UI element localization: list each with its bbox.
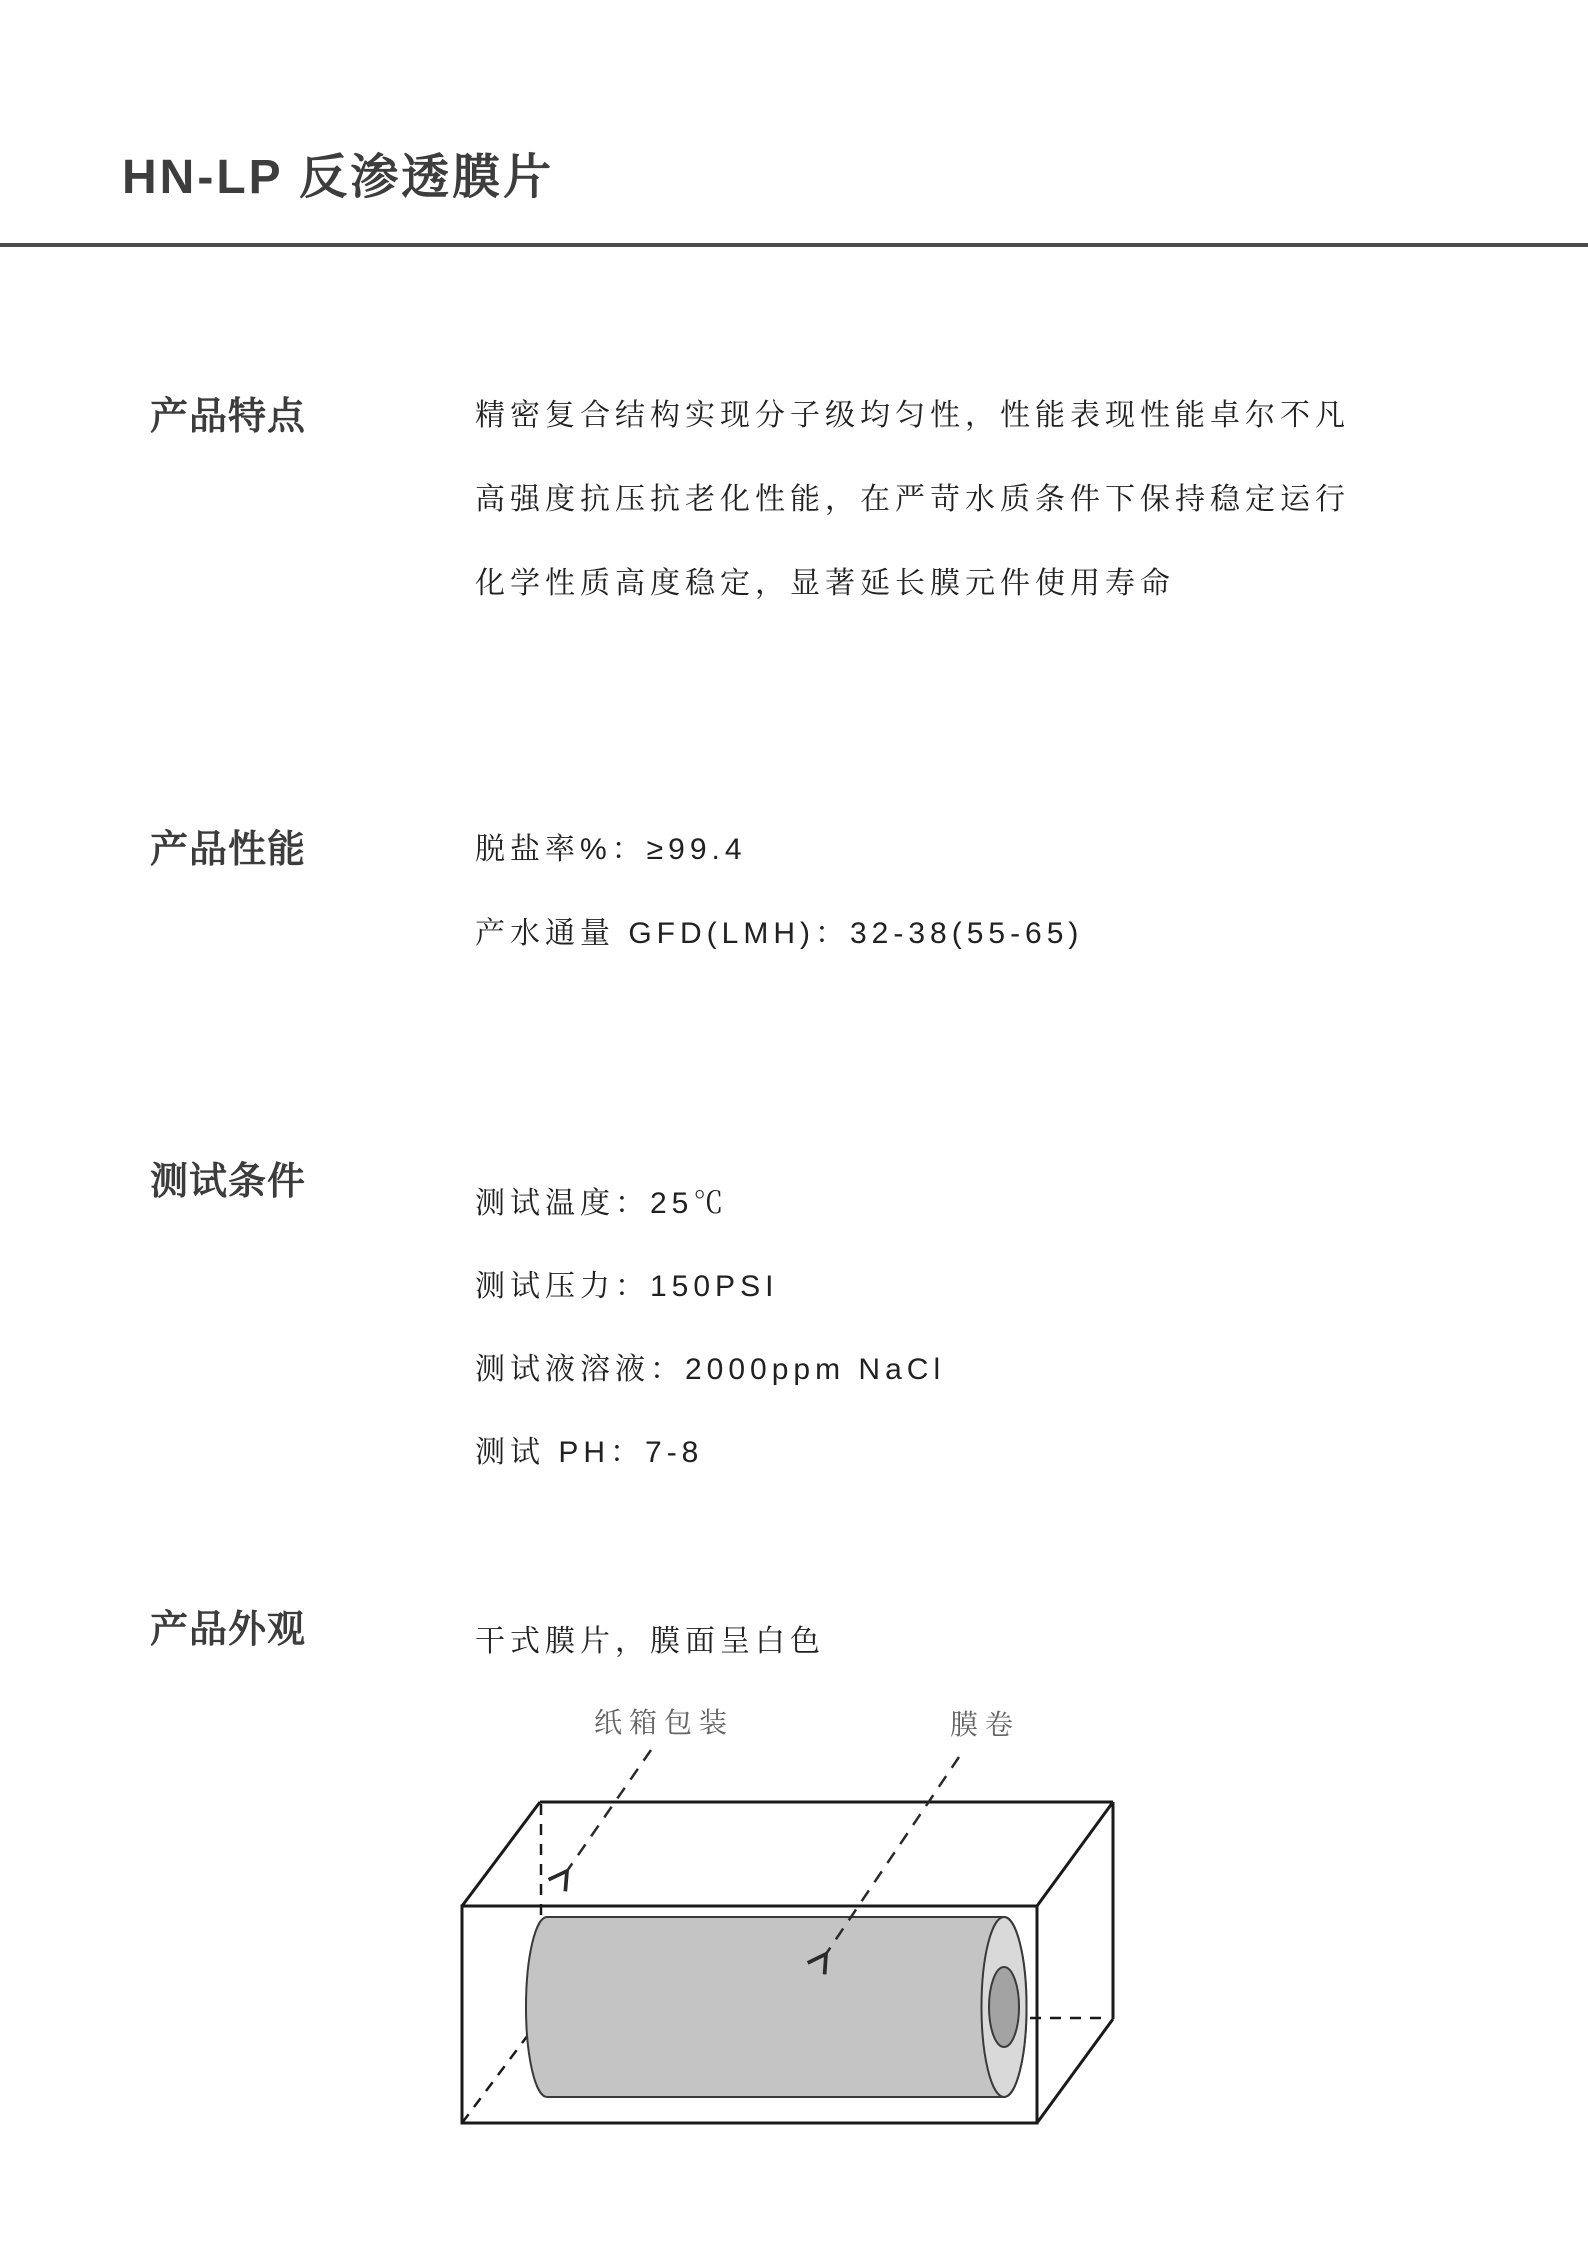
carton-package-label: 纸箱包装: [594, 1707, 735, 1738]
title-divider: [0, 243, 1588, 247]
features-line: 精密复合结构实现分子级均匀性，性能表现性能卓尔不凡: [475, 399, 1350, 432]
test-condition-line: 测试压力：150PSI: [475, 1270, 779, 1303]
test-condition-line: 测试液溶液：2000ppm NaCl: [475, 1353, 946, 1386]
membrane-roll: [526, 1917, 1027, 2097]
packaging-diagram: [380, 1690, 1200, 2190]
features-line: 高强度抗压抗老化性能，在严苛水质条件下保持稳定运行: [475, 483, 1350, 516]
section-label-test-conditions: 测试条件: [150, 1161, 307, 1203]
test-condition-line: 测试 PH：7-8: [475, 1436, 704, 1469]
test-condition-line: 测试温度：25℃: [475, 1187, 729, 1220]
section-label-performance: 产品性能: [150, 829, 307, 871]
roll-body: [526, 1917, 1027, 2097]
roll-core-hole: [989, 1967, 1019, 2047]
appearance-description: 干式膜片，膜面呈白色: [475, 1625, 825, 1658]
carton-callout-arrow: [567, 1750, 651, 1871]
features-line: 化学性质高度稳定，显著延长膜元件使用寿命: [475, 567, 1175, 600]
performance-line: 脱盐率%：≥99.4: [475, 833, 747, 866]
membrane-roll-label: 膜卷: [950, 1709, 1021, 1740]
section-label-features: 产品特点: [150, 396, 307, 438]
page-title: HN-LP 反渗透膜片: [122, 151, 555, 204]
section-label-appearance: 产品外观: [150, 1609, 307, 1651]
performance-line: 产水通量 GFD(LMH)：32-38(55-65): [475, 917, 1084, 950]
